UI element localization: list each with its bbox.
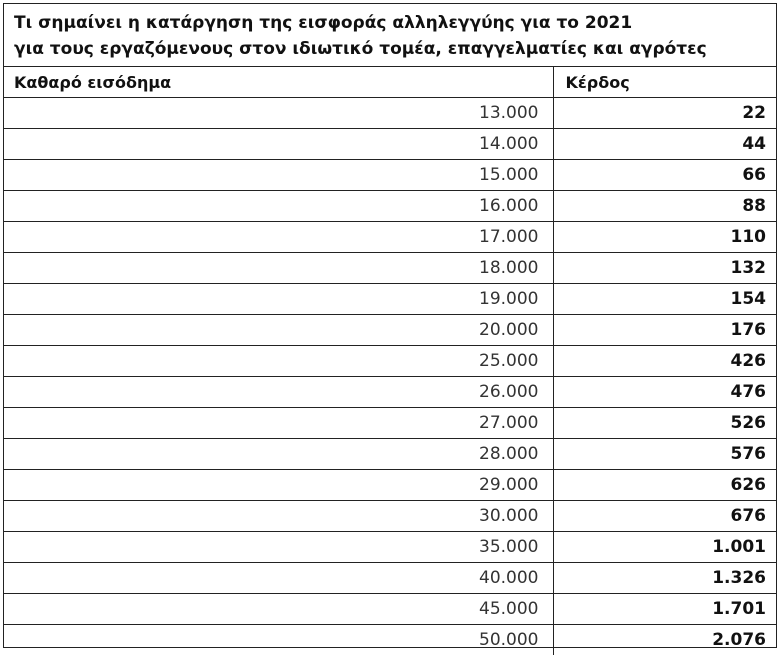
gain-cell: 426	[553, 346, 776, 377]
income-cell: 13.000	[4, 98, 553, 129]
income-cell: 26.000	[4, 377, 553, 408]
table-row	[4, 160, 776, 191]
header-row	[4, 67, 776, 98]
income-cell: 40.000	[4, 563, 553, 594]
income-cell: 28.000	[4, 439, 553, 470]
table-row	[4, 253, 776, 284]
table-row	[4, 284, 776, 315]
income-cell: 18.000	[4, 253, 553, 284]
income-cell: 17.000	[4, 222, 553, 253]
table-title	[4, 4, 776, 67]
income-cell: 20.000	[4, 315, 553, 346]
table-row	[4, 408, 776, 439]
title-line-2: για τους εργαζόμενους στον ιδιωτικό τομέα, επαγγελματίες και αγρότες	[14, 36, 776, 62]
solidarity-table-container	[3, 3, 777, 648]
gain-cell: 676	[553, 501, 776, 532]
header-gain: Κέρδος	[553, 67, 776, 98]
table-row	[4, 377, 776, 408]
gain-cell: 1.326	[553, 563, 776, 594]
gain-cell: 154	[553, 284, 776, 315]
gain-cell: 176	[553, 315, 776, 346]
income-cell: 14.000	[4, 129, 553, 160]
gain-cell: 88	[553, 191, 776, 222]
table-row	[4, 594, 776, 625]
table-row	[4, 129, 776, 160]
gain-cell: 22	[553, 98, 776, 129]
gain-cell: 1.001	[553, 532, 776, 563]
gain-cell: 476	[553, 377, 776, 408]
income-cell: 15.000	[4, 160, 553, 191]
header-income: Καθαρό εισόδημα	[4, 67, 553, 98]
table-row	[4, 532, 776, 563]
income-cell: 16.000	[4, 191, 553, 222]
income-cell: 25.000	[4, 346, 553, 377]
gain-cell: 66	[553, 160, 776, 191]
table-row	[4, 191, 776, 222]
title-line-1: Τι σημαίνει η κατάργηση της εισφοράς αλληλεγγύης για το 2021	[14, 10, 776, 36]
income-cell: 19.000	[4, 284, 553, 315]
gain-cell: 526	[553, 408, 776, 439]
gain-cell: 576	[553, 439, 776, 470]
gain-cell: 2.076	[553, 625, 776, 655]
table-row	[4, 222, 776, 253]
table-row	[4, 98, 776, 129]
income-cell: 50.000	[4, 625, 553, 655]
income-cell: 27.000	[4, 408, 553, 439]
income-gain-table	[4, 67, 776, 655]
gain-cell: 132	[553, 253, 776, 284]
income-cell: 30.000	[4, 501, 553, 532]
gain-cell: 44	[553, 129, 776, 160]
gain-cell: 110	[553, 222, 776, 253]
table-row	[4, 315, 776, 346]
table-row	[4, 470, 776, 501]
table-row	[4, 625, 776, 655]
table-row	[4, 439, 776, 470]
table-body	[4, 98, 776, 655]
gain-cell: 1.701	[553, 594, 776, 625]
gain-cell: 626	[553, 470, 776, 501]
table-row	[4, 501, 776, 532]
table-row	[4, 346, 776, 377]
income-cell: 35.000	[4, 532, 553, 563]
table-row	[4, 563, 776, 594]
income-cell: 29.000	[4, 470, 553, 501]
income-cell: 45.000	[4, 594, 553, 625]
